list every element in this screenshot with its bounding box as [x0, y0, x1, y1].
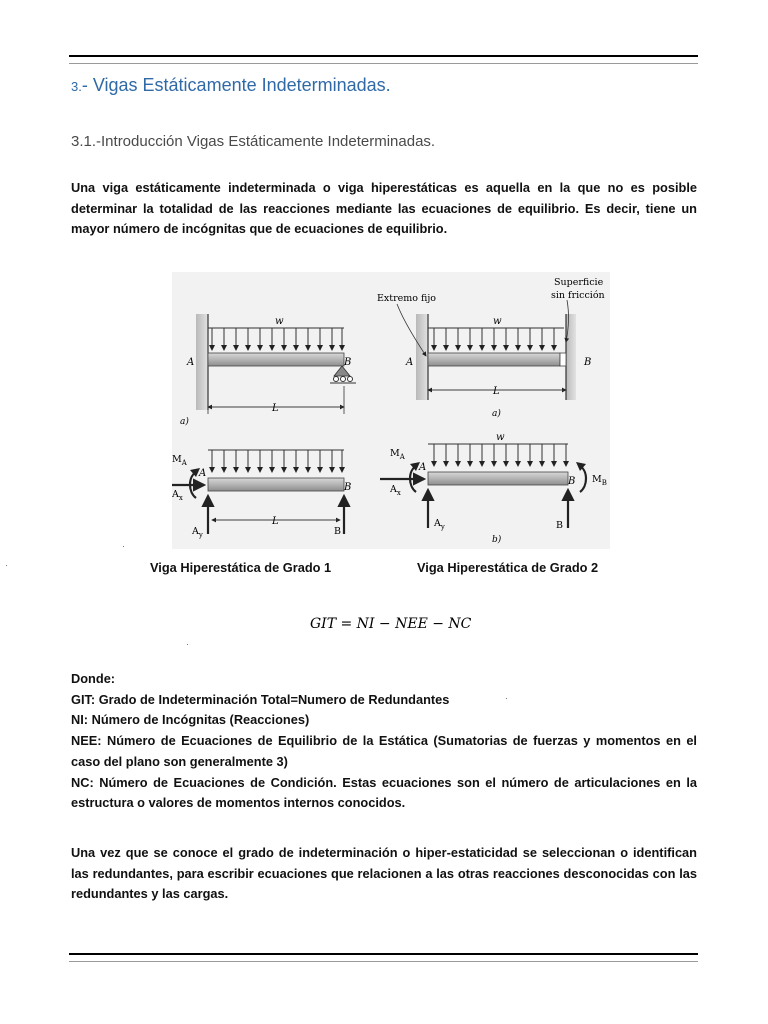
- end-label-b1: B: [344, 357, 352, 368]
- load-label-a1: w: [275, 316, 284, 327]
- speck: [123, 546, 124, 547]
- fixed-end-label: Extremo fijo: [377, 293, 437, 304]
- end-label-a2: A: [406, 357, 414, 368]
- moment-b-sub: B: [601, 479, 607, 487]
- force-b-label-right: B: [556, 520, 563, 531]
- length-label-b1: L: [272, 516, 279, 527]
- moment-a-sub: A: [181, 459, 187, 467]
- speck: [506, 698, 507, 699]
- definitions-intro: Donde:: [71, 671, 116, 686]
- end-label-b4: B: [568, 476, 576, 487]
- force-ay-sub-right: y: [440, 523, 445, 531]
- end-label-b3: B: [344, 482, 352, 493]
- footer-rule-thin: [69, 961, 698, 962]
- beam-diagram-figure: [172, 272, 610, 549]
- section-title: - Vigas Estáticamente Indeterminadas.: [81, 75, 391, 95]
- definition-git: GIT: Grado de Indeterminación Total=Numero de Redundantes: [71, 691, 450, 707]
- force-ax-letter-right: A: [390, 484, 397, 495]
- force-ay-letter-right: A: [434, 518, 441, 529]
- load-label-a2: w: [493, 316, 502, 327]
- force-ax-sub: x: [178, 494, 183, 502]
- figure-caption-right: Viga Hiperestática de Grado 2: [417, 560, 599, 575]
- header-rule: [69, 55, 698, 57]
- moment-a-sub-right: A: [399, 453, 405, 461]
- header-rule-thin: [69, 63, 698, 64]
- speck: [187, 644, 188, 645]
- force-ax-sub-right: x: [396, 489, 401, 497]
- end-label-b2: B: [584, 357, 592, 368]
- length-label-a1: L: [272, 403, 279, 414]
- section-number: 3.: [71, 79, 82, 94]
- force-b-label-left: B: [334, 526, 341, 537]
- definition-ni: NI: Número de Incógnitas (Reacciones): [71, 712, 310, 728]
- definition-nc: NC: Número de Ecuaciones de Condición. Estas ecuaciones son el número de articulaciones en la estructura o valores de momentos internos conocidos.: [71, 774, 697, 811]
- moment-b-letter: M: [592, 474, 602, 485]
- definitions-block: [71, 669, 697, 814]
- subsection-heading: 3.1.-Introducción Vigas Estáticamente Indeterminadas.: [71, 133, 436, 150]
- length-label-a2: L: [493, 386, 500, 397]
- force-ay-sub: y: [198, 531, 203, 539]
- closing-paragraph: Una vez que se conoce el grado de indeterminación o hiper-estaticidad se seleccionan o identifican las redundantes, para escribir ecuaciones que relacionen a las otras reacciones desconocidas con las redundantes y las cargas.: [71, 845, 697, 901]
- surface-label-2: sin fricción: [551, 290, 605, 301]
- formula-git: GIT = NI − NEE − NC: [310, 616, 472, 632]
- moment-a-letter-right: M: [390, 448, 400, 459]
- force-ax-letter: A: [172, 489, 179, 500]
- footer-rule: [69, 953, 698, 955]
- panel-label-b: b): [492, 535, 502, 545]
- surface-label-1: Superficie: [554, 277, 604, 288]
- definition-nee: NEE: Número de Ecuaciones de Equilibrio de la Estática (Sumatorias de fuerzas y momentos en el caso del plano son generalmente 3): [71, 733, 697, 769]
- end-label-a1: A: [187, 357, 195, 368]
- moment-a-letter: M: [172, 454, 182, 465]
- force-ay-letter: A: [192, 526, 199, 537]
- speck: [6, 565, 7, 566]
- panel-label-a1: a): [180, 417, 189, 427]
- end-label-a4: A: [419, 462, 427, 473]
- load-label-b2: w: [496, 432, 505, 443]
- figure-caption-left: Viga Hiperestática de Grado 1: [150, 560, 332, 575]
- end-label-a3: A: [199, 468, 207, 479]
- panel-label-a2: a): [492, 409, 501, 419]
- section-heading: [71, 75, 391, 96]
- intro-paragraph: Una viga estáticamente indeterminada o viga hiperestáticas es aquella en la que no es posible determinar la totalidad de las reacciones mediante las ecuaciones de equilibrio. Es decir, tiene un mayor número de incógnitas que de ecuaciones de equilibrio.: [71, 180, 697, 236]
